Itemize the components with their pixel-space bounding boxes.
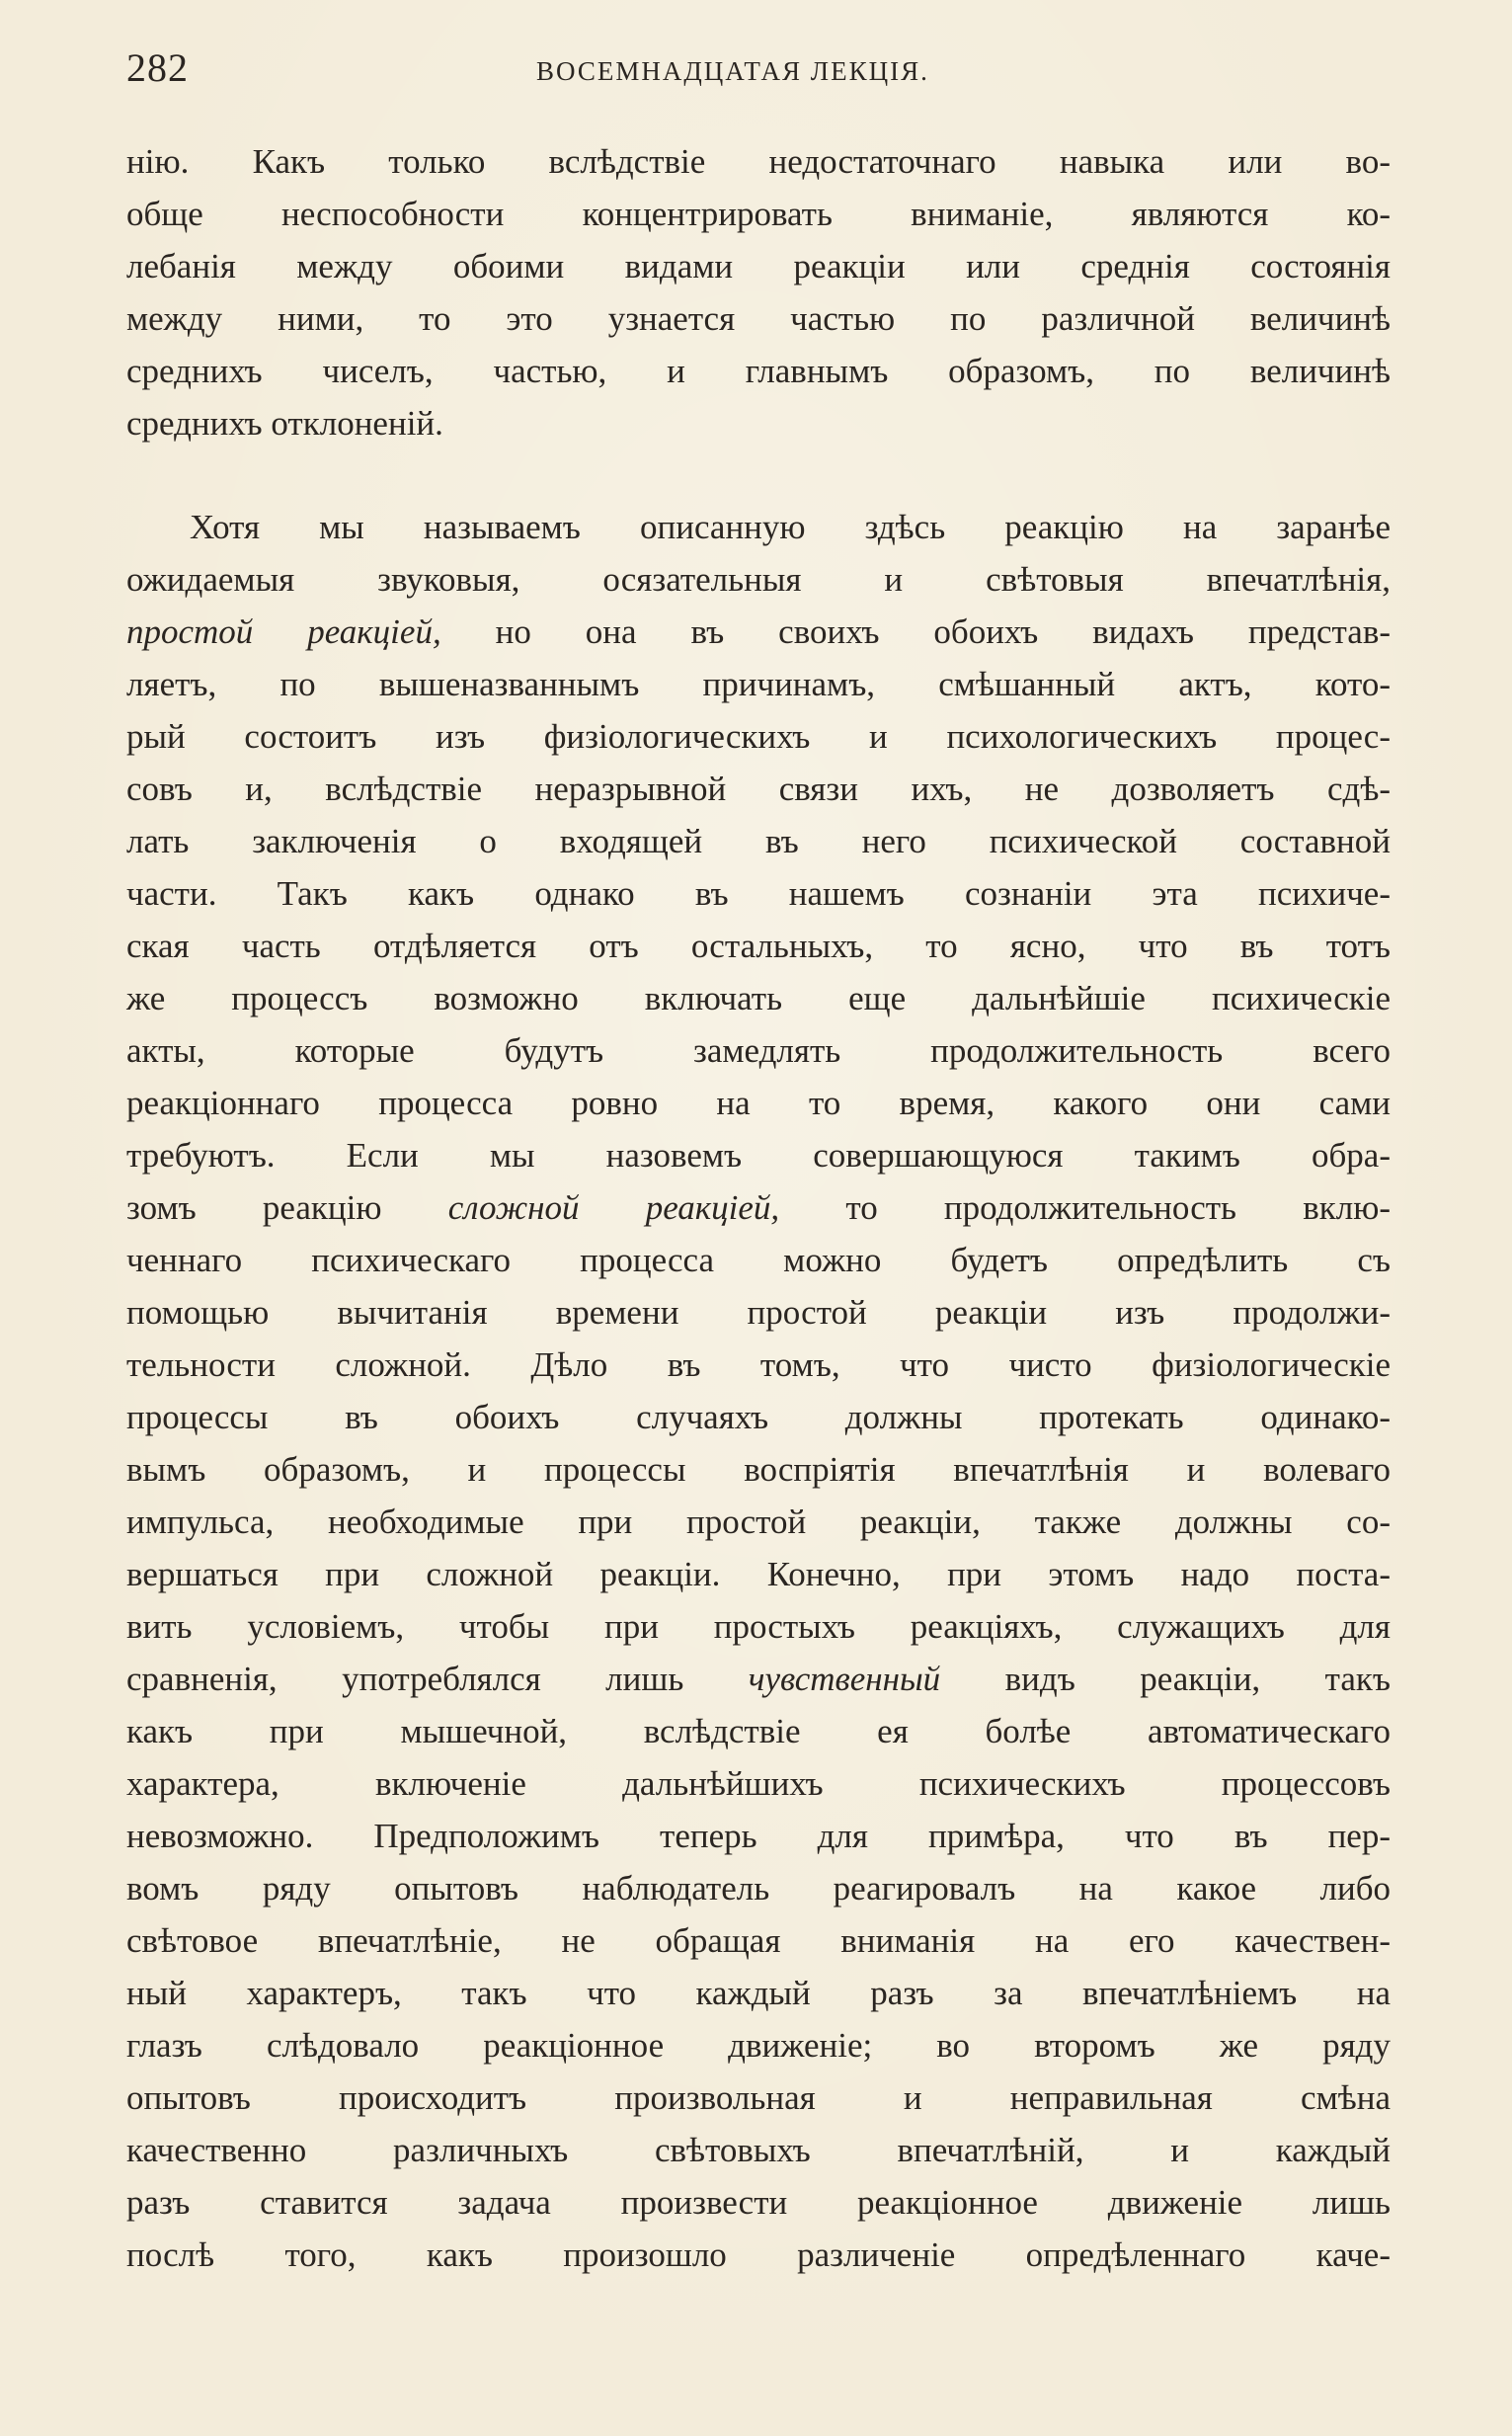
- text-line: послѣ того, какъ произошло различеніе опредѣленнаго каче-: [126, 2235, 1391, 2274]
- text-span: но она въ своихъ обоихъ видахъ представ-: [440, 612, 1391, 651]
- text-line: какъ при мышечной, вслѣдствіе ея болѣе автоматическаго: [126, 1712, 1391, 1750]
- text-line: разъ ставится задача произвести реакціонное движеніе лишь: [126, 2183, 1391, 2222]
- text-line: ляетъ, по вышеназваннымъ причинамъ, смѣшанный актъ, кото-: [126, 665, 1391, 703]
- text-line: вершаться при сложной реакціи. Конечно, при этомъ надо поста-: [126, 1555, 1391, 1593]
- text-line: процессы въ обоихъ случаяхъ должны протекать одинако-: [126, 1398, 1391, 1436]
- text-line: ожидаемыя звуковыя, осязательныя и свѣтовыя впечатлѣнія,: [126, 560, 1391, 599]
- page-number: 282: [126, 45, 189, 90]
- text-line: тельности сложной. Дѣло въ томъ, что чисто физіологическіе: [126, 1345, 1391, 1384]
- text-line: требуютъ. Если мы назовемъ совершающуюся такимъ обра-: [126, 1136, 1391, 1175]
- text-line: среднихъ отклоненій.: [126, 404, 443, 443]
- text-line: глазъ слѣдовало реакціонное движеніе; во второмъ же ряду: [126, 2026, 1391, 2065]
- text-line: [126, 1182, 1391, 1234]
- page-header: [126, 43, 1391, 93]
- text-line: вымъ образомъ, и процессы воспріятія впечатлѣнія и волеваго: [126, 1450, 1391, 1489]
- text-line: рый состоитъ изъ физіологическихъ и психологическихъ процес-: [126, 717, 1391, 756]
- text-line: реакціоннаго процесса ровно на то время, какого они сами: [126, 1084, 1391, 1122]
- text-line: ный характеръ, такъ что каждый разъ за впечатлѣніемъ на: [126, 1974, 1391, 2012]
- text-line: характера, включеніе дальнѣйшихъ психическихъ процессовъ: [126, 1764, 1391, 1803]
- text-line: свѣтовое впечатлѣніе, не обращая вниманія на его качествен-: [126, 1921, 1391, 1960]
- text-line: нію. Какъ только вслѣдствіе недостаточнаго навыка или во-: [126, 142, 1391, 181]
- italic-term: простой реакціей,: [126, 612, 441, 651]
- text-line: ченнаго психическаго процесса можно будетъ опредѣлить съ: [126, 1241, 1391, 1279]
- text-line: Хотя мы называемъ описанную здѣсь реакцію на заранѣе: [190, 508, 1391, 546]
- text-span: сравненія, употреблялся лишь: [126, 1660, 749, 1698]
- italic-term: чувственный: [748, 1660, 941, 1698]
- text-line: вить условіемъ, чтобы при простыхъ реакціяхъ, служащихъ для: [126, 1607, 1391, 1646]
- text-span: зомъ реакцію: [126, 1188, 448, 1227]
- text-line: невозможно. Предположимъ теперь для примѣра, что въ пер-: [126, 1817, 1391, 1855]
- text-line: вомъ ряду опытовъ наблюдатель реагировалъ на какое либо: [126, 1869, 1391, 1908]
- text-line: [126, 1654, 1391, 1705]
- text-line: лать заключенія о входящей въ него психической составной: [126, 822, 1391, 860]
- text-line: среднихъ чиселъ, частью, и главнымъ образомъ, по величинѣ: [126, 352, 1391, 390]
- text-line: ская часть отдѣляется отъ остальныхъ, то ясно, что въ тотъ: [126, 927, 1391, 965]
- text-line: между ними, то это узнается частью по различной величинѣ: [126, 299, 1391, 338]
- text-line: опытовъ происходитъ произвольная и неправильная смѣна: [126, 2078, 1391, 2117]
- text-line: качественно различныхъ свѣтовыхъ впечатлѣній, и каждый: [126, 2131, 1391, 2169]
- text-span: то продолжительность вклю-: [779, 1188, 1391, 1227]
- running-head: ВОСЕМНАДЦАТАЯ ЛЕКЦІЯ.: [536, 56, 929, 86]
- text-span: видъ реакціи, такъ: [940, 1660, 1391, 1698]
- text-line: импульса, необходимые при простой реакціи, также должны со-: [126, 1502, 1391, 1541]
- text-line: обще неспособности концентрировать вниманіе, являются ко-: [126, 195, 1391, 233]
- italic-term: сложной реакціей,: [447, 1188, 780, 1227]
- text-line: акты, которые будутъ замедлять продолжительность всего: [126, 1031, 1391, 1070]
- text-line: помощью вычитанія времени простой реакціи изъ продолжи-: [126, 1293, 1391, 1332]
- text-line: совъ и, вслѣдствіе неразрывной связи ихъ, не дозволяетъ сдѣ-: [126, 770, 1391, 808]
- text-line: [126, 607, 1391, 658]
- text-line: лебанія между обоими видами реакціи или среднія состоянія: [126, 247, 1391, 285]
- text-line: же процессъ возможно включать еще дальнѣйшіе психическіе: [126, 979, 1391, 1017]
- text-line: части. Такъ какъ однако въ нашемъ сознаніи эта психиче-: [126, 874, 1391, 913]
